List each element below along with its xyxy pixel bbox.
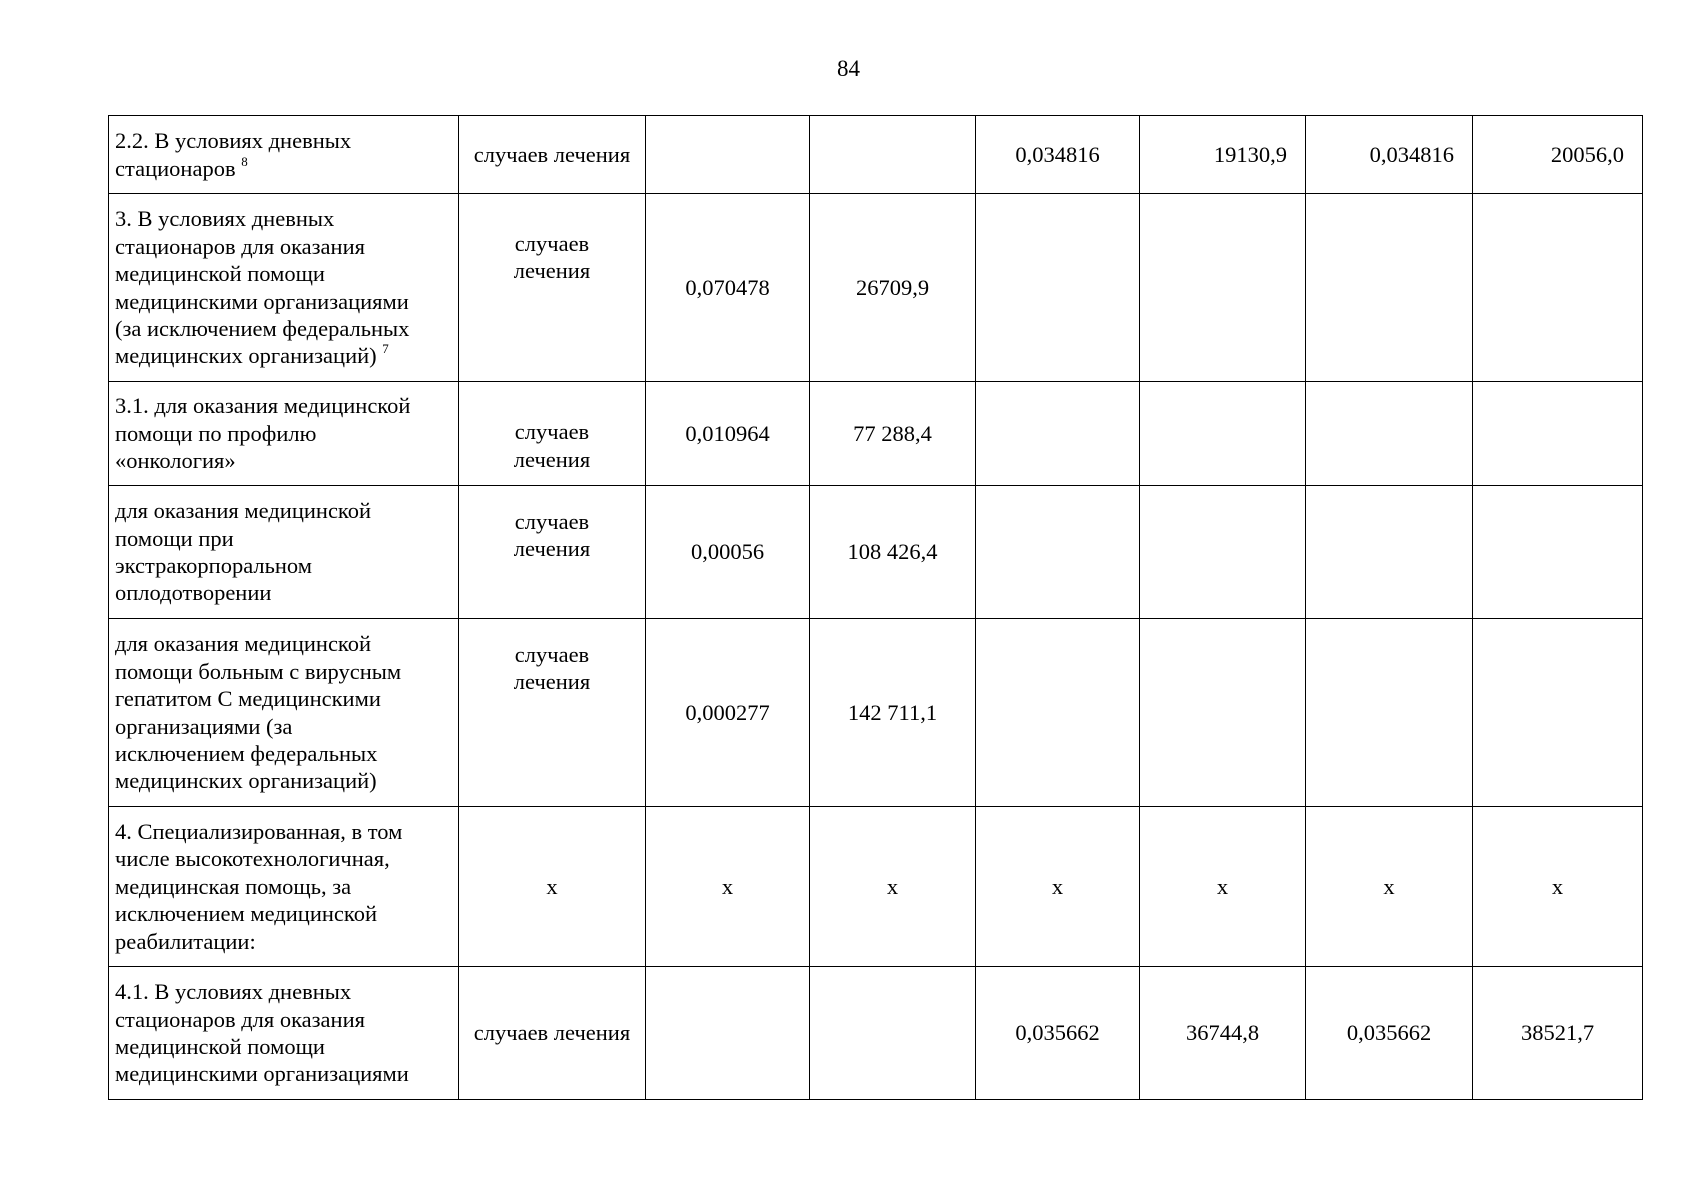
value-cell: 0,000277 (646, 619, 810, 807)
data-table (108, 115, 1643, 1100)
value-cell (1140, 619, 1306, 807)
row-label: 3. В условиях дневных стационаров для оказания медицинской помощи медицинскими организациями (за исключением федеральных медицинских организаций) (115, 206, 410, 369)
row-label-cell (109, 194, 459, 382)
value-cell: х (1140, 807, 1306, 967)
value-cell (976, 619, 1140, 807)
table-row (109, 807, 1643, 967)
unit-cell: х (459, 807, 646, 967)
row-label-cell (109, 116, 459, 194)
row-label-cell (109, 807, 459, 967)
value-cell (810, 967, 976, 1100)
row-label-cell (109, 967, 459, 1100)
value-cell (1473, 619, 1643, 807)
value-cell: х (810, 807, 976, 967)
value-cell: 0,035662 (976, 967, 1140, 1100)
table-row (109, 619, 1643, 807)
row-label: 4.1. В условиях дневных стационаров для оказания медицинской помощи медицинскими организациями (115, 979, 409, 1087)
footnote-mark: 7 (382, 341, 389, 357)
value-cell (1140, 194, 1306, 382)
row-label: 2.2. В условиях дневных стационаров (115, 128, 352, 181)
value-cell (810, 116, 976, 194)
table-row (109, 194, 1643, 382)
row-label: для оказания медицинской помощи больным с вирусным гепатитом С медицинскими организациями (за исключением федеральных медицинских организаций) (115, 631, 402, 794)
value-cell: 36744,8 (1140, 967, 1306, 1100)
value-cell (976, 194, 1140, 382)
unit-cell: случаев лечения (459, 486, 646, 619)
unit-cell: случаев лечения (459, 382, 646, 486)
value-cell: 77 288,4 (810, 382, 976, 486)
value-cell: 26709,9 (810, 194, 976, 382)
row-label-cell (109, 619, 459, 807)
unit-cell: случаев лечения (459, 967, 646, 1100)
table-row (109, 967, 1643, 1100)
value-cell (1473, 486, 1643, 619)
value-cell (1140, 486, 1306, 619)
unit-cell: случаев лечения (459, 194, 646, 382)
unit-cell: случаев лечения (459, 619, 646, 807)
value-cell: 142 711,1 (810, 619, 976, 807)
table-row (109, 382, 1643, 486)
value-cell: 38521,7 (1473, 967, 1643, 1100)
table-row (109, 486, 1643, 619)
value-cell (1473, 194, 1643, 382)
value-cell (1306, 382, 1473, 486)
value-cell: х (1473, 807, 1643, 967)
value-cell: 0,034816 (1306, 116, 1473, 194)
unit-cell: случаев лечения (459, 116, 646, 194)
value-cell (1473, 382, 1643, 486)
row-label: 4. Специализированная, в том числе высокотехнологичная, медицинская помощь, за исключением медицинской реабилитации: (115, 818, 403, 954)
value-cell (646, 116, 810, 194)
table-row (109, 116, 1643, 194)
value-cell (1306, 486, 1473, 619)
row-label: для оказания медицинской помощи при экстракорпоральном оплодотворении (115, 498, 372, 606)
value-cell: 108 426,4 (810, 486, 976, 619)
value-cell: 20056,0 (1473, 116, 1643, 194)
value-cell (1140, 382, 1306, 486)
value-cell: 0,035662 (1306, 967, 1473, 1100)
page-number: 84 (837, 56, 860, 81)
value-cell (646, 967, 810, 1100)
value-cell (976, 382, 1140, 486)
value-cell: 19130,9 (1140, 116, 1306, 194)
value-cell: 0,00056 (646, 486, 810, 619)
value-cell (1306, 619, 1473, 807)
value-cell (976, 486, 1140, 619)
value-cell: 0,034816 (976, 116, 1140, 194)
row-label-cell (109, 486, 459, 619)
value-cell: х (1306, 807, 1473, 967)
value-cell: 0,010964 (646, 382, 810, 486)
value-cell: х (646, 807, 810, 967)
row-label: 3.1. для оказания медицинской помощи по профилю «онкология» (115, 393, 411, 474)
value-cell (1306, 194, 1473, 382)
value-cell: х (976, 807, 1140, 967)
footnote-mark: 8 (241, 153, 248, 169)
row-label-cell (109, 382, 459, 486)
value-cell: 0,070478 (646, 194, 810, 382)
